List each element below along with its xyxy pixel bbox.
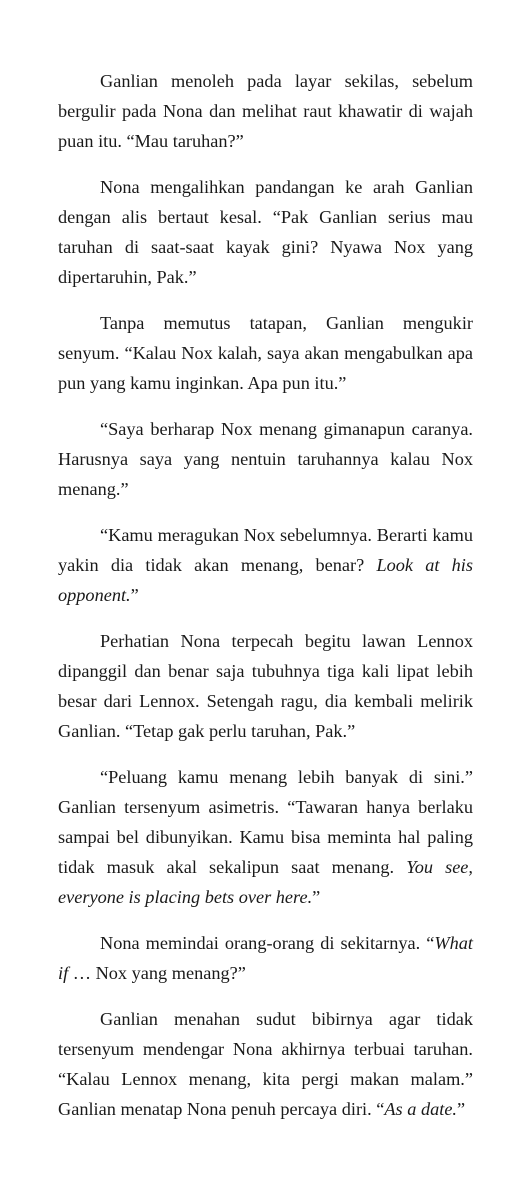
text-segment: Perhatian Nona terpecah begitu lawan Lennox dipanggil dan benar saja tubuhnya tiga kali lipat lebih besar dari Lennox. Setengah ragu, dia kembali melirik Ganlian. “Tetap gak perlu taruhan, Pak.” [58, 631, 473, 741]
text-segment: “Peluang kamu menang lebih banyak di sini.” Ganlian tersenyum asimetris. “Tawaran hanya berlaku sampai bel dibunyikan. Kamu bisa meminta hal paling tidak masuk akal sekalipun saat menang. [58, 767, 473, 877]
text-segment: “Saya berharap Nox menang gimanapun caranya. Harusnya saya yang nentuin taruhannya kalau Nox menang.” [58, 419, 473, 499]
text-segment: Ganlian menahan sudut bibirnya agar tidak tersenyum mendengar Nona akhirnya terbuai taruhan. “Kalau Lennox menang, kita pergi makan malam.” Ganlian menatap Nona penuh percaya diri. “ [58, 1009, 473, 1119]
paragraph [58, 762, 473, 912]
paragraph [58, 308, 473, 398]
text-segment: Ganlian menoleh pada layar sekilas, sebelum bergulir pada Nona dan melihat raut khawatir di wajah puan itu. “Mau taruhan?” [58, 71, 473, 151]
italic-text-segment: What if [58, 933, 473, 983]
italic-text-segment: Look at his opponent. [58, 555, 473, 605]
text-segment: ” [457, 1099, 466, 1119]
paragraph [58, 626, 473, 746]
paragraph [58, 66, 473, 156]
italic-text-segment: As a date. [384, 1099, 457, 1119]
paragraph [58, 1004, 473, 1124]
text-segment: Tanpa memutus tatapan, Ganlian mengukir senyum. “Kalau Nox kalah, saya akan mengabulkan apa pun yang kamu inginkan. Apa pun itu.” [58, 313, 473, 393]
paragraph [58, 520, 473, 610]
text-segment: ” [130, 585, 139, 605]
text-segment: “Kamu meragukan Nox sebelumnya. Berarti kamu yakin dia tidak akan menang, benar? [58, 525, 473, 575]
italic-text-segment: You see, everyone is placing bets over here. [58, 857, 473, 907]
paragraph [58, 172, 473, 292]
paragraph [58, 928, 473, 988]
page-body [58, 66, 473, 1124]
text-segment: ” [312, 887, 321, 907]
text-segment: … Nox yang menang?” [68, 963, 246, 983]
text-segment: Nona memindai orang-orang di sekitarnya. “ [100, 933, 435, 953]
text-segment: Nona mengalihkan pandangan ke arah Ganlian dengan alis bertaut kesal. “Pak Ganlian serius mau taruhan di saat-saat kayak gini? Nyawa Nox yang dipertaruhin, Pak.” [58, 177, 473, 287]
paragraph [58, 414, 473, 504]
